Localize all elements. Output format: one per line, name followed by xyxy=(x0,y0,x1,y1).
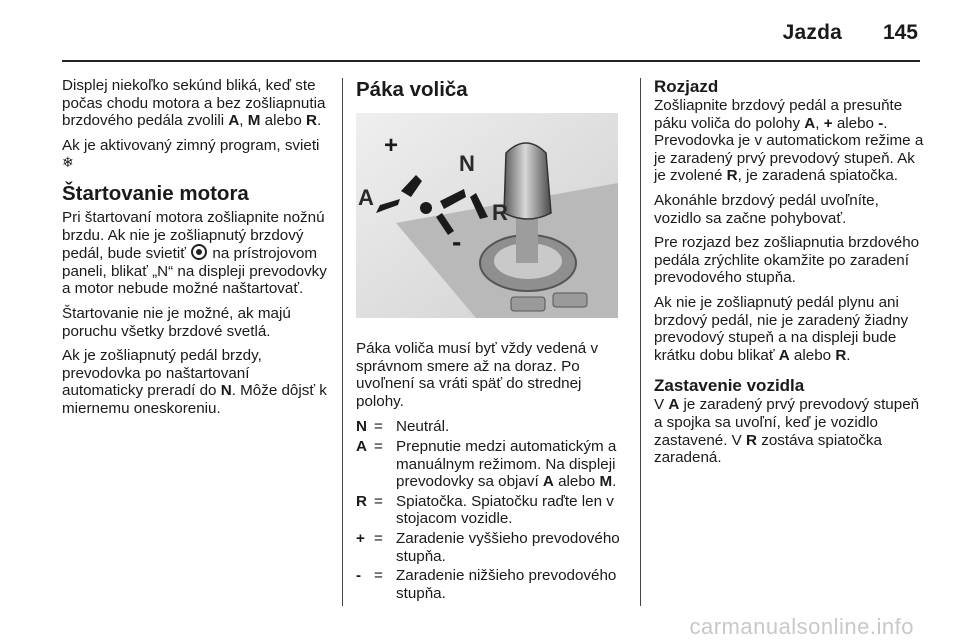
column-divider xyxy=(640,78,641,606)
legend-item: R = Spiatočka. Spiatočku raďte len v stojacom vozidle. xyxy=(356,492,614,528)
paragraph: Zošliapnite brzdový pedál a presuňte páku voliča do polohy A, + alebo -. Prevodovka je v automatickom režime a je zaradený prvý prevodový stupeň. Ak je zvolené R, je zaradená spiatočka. xyxy=(654,97,924,185)
column-divider xyxy=(342,78,343,606)
section-heading: Rozjazd xyxy=(654,77,719,96)
watermark: carmanualsonline.info xyxy=(689,614,914,639)
lever-pivot xyxy=(420,202,432,214)
selector-lever-drawing xyxy=(356,113,618,318)
paragraph: Akonáhle brzdový pedál uvoľníte, vozidlo sa začne pohybovať. xyxy=(654,191,879,227)
header-rule xyxy=(62,60,920,62)
section-heading: Štartovanie motora xyxy=(62,181,249,205)
selector-lever-illustration xyxy=(356,113,618,318)
section-heading: Zastavenie vozidla xyxy=(654,376,805,396)
section-heading: Páka voliča xyxy=(356,78,468,101)
paragraph: Ak nie je zošliapnutý pedál plynu ani brzdový pedál, nie je zaradený žiadny prevodový stupeň a na displeji bude krátku dobu blikať A alebo R. xyxy=(654,293,909,364)
paragraph: Páka voliča musí byť vždy vedená v správnom smere až na doraz. Po uvoľnení sa vráti späť do strednej polohy. xyxy=(356,340,599,410)
paragraph: Pre rozjazd bez zošliapnutia brzdového pedála zrýchlite okamžite po zaradení prevodového stupňa. xyxy=(654,234,920,287)
label-r: R xyxy=(492,200,508,225)
paragraph: Displej niekoľko sekúnd bliká, keď ste počas chodu motora a bez zošliapnutia brzdového pedála zvolili A, M alebo R. xyxy=(62,77,326,130)
label-n: N xyxy=(459,151,475,176)
legend-item: + = Zaradenie vyššieho prevodového stupňa. xyxy=(356,529,620,565)
label-plus: + xyxy=(384,132,399,159)
label-a: A xyxy=(358,185,374,210)
paragraph: Ak je aktivovaný zimný program, svieti ❄ xyxy=(62,136,320,171)
paragraph: Pri štartovaní motora zošliapnite nožnú brzdu. Ak nie je zošliapnutý brzdový pedál, bude svietiť na prístrojovom paneli, blikať „N“ na displeji prevodovky a motor nebude možné naštartovať. xyxy=(62,208,327,298)
legend-list xyxy=(356,418,624,602)
page-header xyxy=(0,0,960,62)
paragraph: V A je zaradený prvý prevodový stupeň a spojka sa uvoľní, keď je vozidlo zastavené. V R zostáva spiatočka zaradená. xyxy=(654,396,920,467)
paragraph: Ak je zošliapnutý pedál brzdy, prevodovka po naštartovaní automaticky preradí do N. Môže dôjsť k miernemu oneskoreniu. xyxy=(62,347,327,417)
column-1 xyxy=(62,77,330,425)
legend-item: N = Neutrál. xyxy=(356,418,450,436)
brake-warning-icon xyxy=(191,244,207,260)
legend-item: A = Prepnutie medzi automatickým a manuálnym režimom. Na displeji prevodovky sa objaví A alebo M. xyxy=(356,437,617,491)
legend-item: - = Zaradenie nižšieho prevodového stupňa. xyxy=(356,567,617,602)
column-2 xyxy=(356,77,624,604)
snowflake-icon: ❄ xyxy=(62,154,74,171)
paragraph: Štartovanie nie je možné, ak majú poruchu všetky brzdové svetlá. xyxy=(62,304,291,340)
chapter-title: Jazda xyxy=(782,21,842,44)
label-minus: - xyxy=(452,226,462,257)
column-3 xyxy=(654,77,924,474)
page-number: 145 xyxy=(882,21,918,44)
